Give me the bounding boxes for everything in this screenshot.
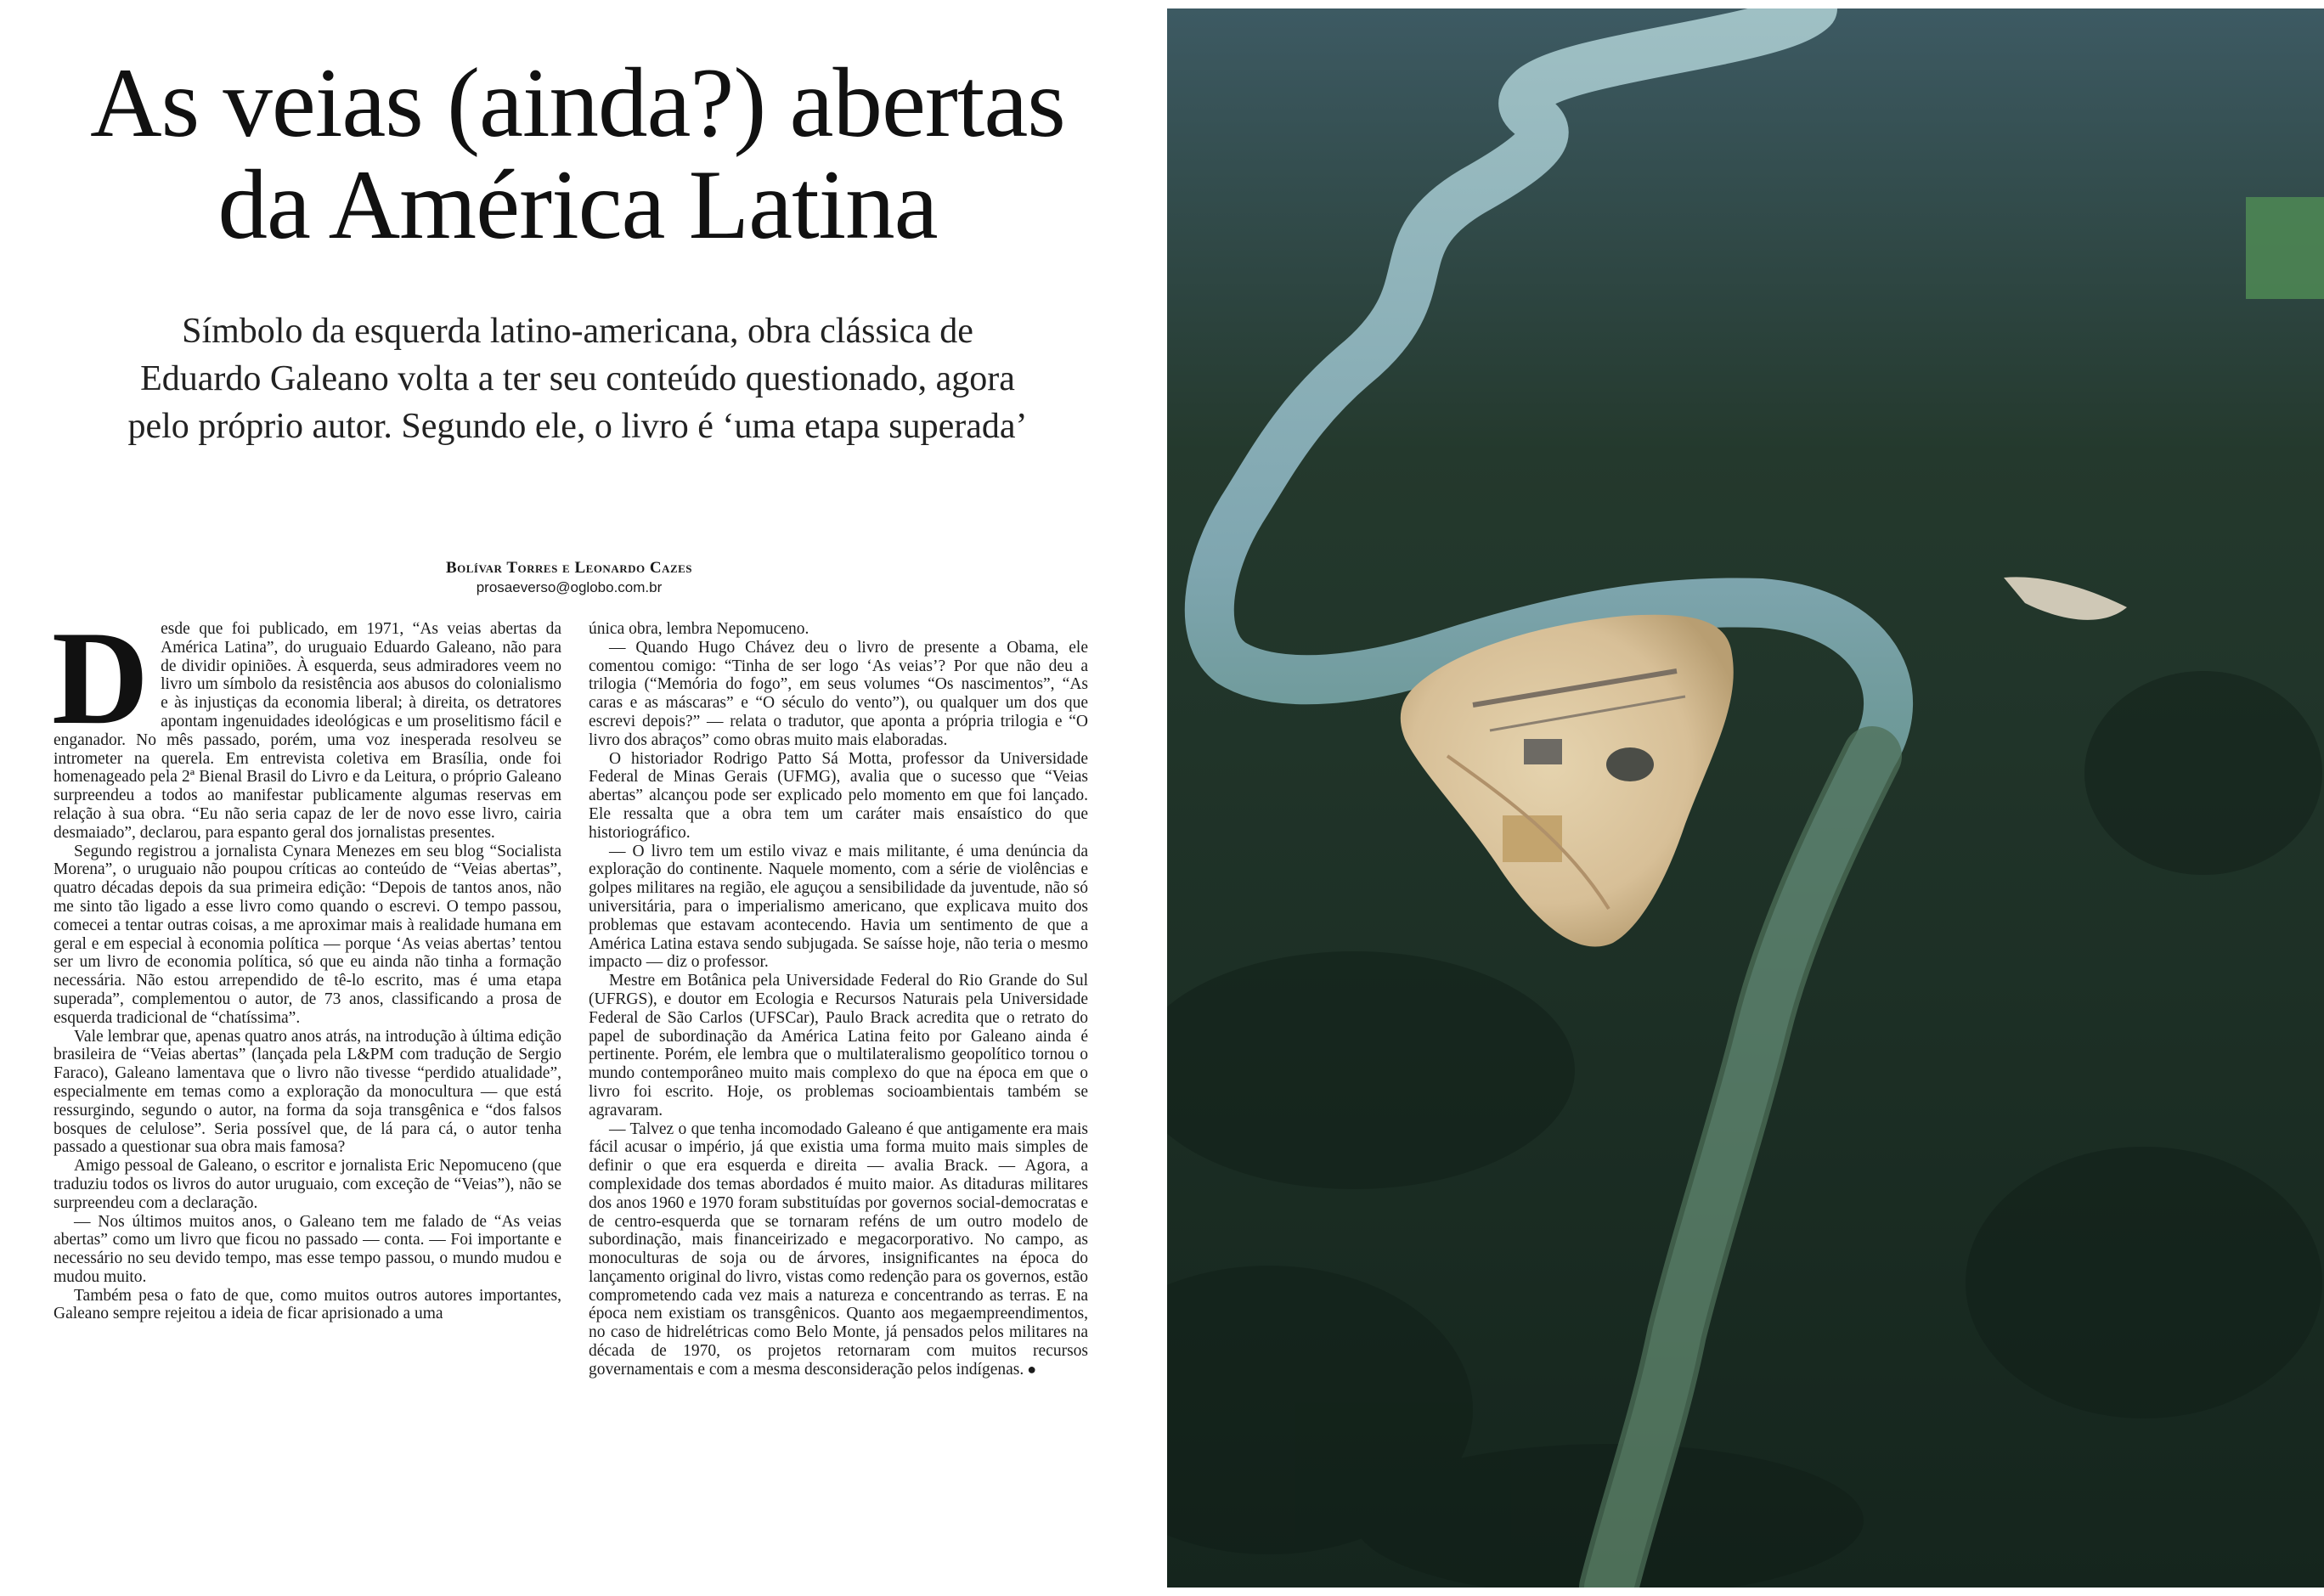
headline-line-2: da América Latina [217, 150, 938, 260]
article-column-1 [52, 604, 561, 1323]
paragraph [52, 604, 561, 843]
headline-line-1: As veias (ainda?) abertas [90, 48, 1065, 158]
byline [357, 559, 781, 596]
byline-email: prosaeverso@oglobo.com.br [476, 579, 663, 595]
drop-cap: D [52, 604, 149, 753]
paragraph: Amigo pessoal de Galeano, o escritor e jornalista Eric Nepomuceno (que traduziu todos os livros do autor uruguaio, com exceção de “Veias”), não se surpreendeu com a declaração. [54, 1157, 561, 1212]
headline [25, 48, 1130, 260]
byline-authors: Bolívar Torres e Leonardo Cazes [445, 559, 693, 577]
paragraph-text: — Talvez o que tenha incomodado Galeano é que antigamente era mais fácil acusar o império, já que existia uma forma muito mais simples de definir o que era esquerda e direita — avalia Brack. — Agora, a complexidade dos temas abordados é muito maior. As ditaduras militares dos anos 1960 e 1970 foram substituídas por governos social-democratas e de centro-esquerda que se tornaram reféns de um outro modelo de subordinação, mais financeirizado e megacorporativo. No campo, as monoculturas de soja ou de árvores, insignificantes na época do lançamento original do livro, vistas como redenção para os governos, estão comprometendo cada vez mais a natureza e concentrando as terras. E na época nem existiam os transgênicos. Quanto aos megaempreendimentos, no caso de hidrelétricas como Belo Monte, já pensados pelos militares na década de 1970, os projetos retornaram com muitos recursos governamentais e com a mesma desconsideração pelos indígenas. [589, 1119, 1088, 1379]
paragraph: Também pesa o fato de que, como muitos outros autores importantes, Galeano sempre rejeitou a ideia de ficar aprisionado a uma [54, 1286, 561, 1323]
aerial-photo [1167, 8, 2324, 1588]
paragraph: — O livro tem um estilo vivaz e mais militante, é uma denúncia da exploração do continente. Naquele momento, com a série de violências e golpes militares na região, ele aguçou a sensibilidade da juventude, não só universitária, para o imperialismo americano, que explicava muito dos problemas que estavam acontecendo. Havia um sentimento de que a América Latina estava sendo subjugada. Se saísse hoje, não teria o mesmo impacto — diz o professor. [589, 842, 1088, 972]
standfirst-line-3: pelo próprio autor. Segundo ele, o livro é ‘uma etapa superada’ [127, 407, 1028, 446]
aerial-photo-svg [1167, 8, 2324, 1588]
paragraph: O historiador Rodrigo Patto Sá Motta, professor da Universidade Federal de Minas Gerais (UFMG), avalia que o sucesso que “Veias abertas” alcançou pode ser explicado pelo momento em que foi lançado. Ele ressalta que a obra tem um caráter mais ensaístico do que historiográfico. [589, 749, 1088, 842]
paragraph: Vale lembrar que, apenas quatro anos atrás, na introdução à última edição brasileira de “Veias abertas” (lançada pela L&PM com tradução de Sergio Faraco), Galeano lamentava que o livro não tivesse “perdido atualidade”, especialmente em temas como a exploração da monocultura — que está ressurgindo, segundo o autor, na forma da soja transgênica e “dos falsos bosques de celulose”. Seria possível que, de lá para cá, o autor tenha passado a questionar sua obra mais famosa? [54, 1027, 561, 1157]
paragraph: Segundo registrou a jornalista Cynara Menezes em seu blog “Socialista Morena”, o uruguaio não poupou críticas ao conteúdo de “Veias abertas”, quatro décadas depois da sua primeira edição: “Depois de tantos anos, não me sinto tão ligado a esse livro como quando o escrevi. O tempo passou, comecei a tentar outras coisas, a me aproximar mais à realidade humana em geral e em especial à economia política — porque ‘As veias abertas’ tentou ser um livro de economia política, só que eu ainda não tinha a formação necessária. Não estou arrependido de tê-lo escrito, mas é uma etapa superada”, complementou o autor, de 73 anos, classificando a prosa de esquerda tradicional de “chatíssima”. [54, 842, 561, 1027]
paragraph: Mestre em Botânica pela Universidade Federal do Rio Grande do Sul (UFRGS), e doutor em Ecologia e Recursos Naturais pela Universidade Federal de São Carlos (UFSCar), Paulo Brack acredita que o retrato do papel de subordinação da América Latina feito por Galeano ainda é pertinente. Porém, ele lembra que o multilateralismo geopolítico tornou o mundo contemporâneo muito mais complexo do que na época em que o livro foi escrito. Hoje, os problemas socioambientais também se agravaram. [589, 972, 1088, 1119]
paragraph [589, 1120, 1088, 1379]
paragraph-text: esde que foi publicado, em 1971, “As veias abertas da América Latina”, do uruguaio Eduardo Galeano, não para de dividir opiniões. À esquerda, seus admiradores veem no livro um símbolo da resistência aos abusos do colonialismo e às injustiças da economia liberal; à direita, os detratores apontam ingenuidades ideológicas e um proselitismo fácil e enganador. No mês passado, porém, uma voz inesperada resolveu se intrometer na querela. Em entrevista coletiva em Brasília, onde foi homenageado pela 2ª Bienal Brasil do Livro e da Leitura, o próprio Galeano surpreendeu a todos ao manifestar publicamente algumas reservas em relação à sua obra. “Eu não seria capaz de ler de novo esse livro, cairia desmaiado”, declarou, para espanto geral dos jornalistas presentes. [54, 620, 561, 842]
standfirst-line-2: Eduardo Galeano volta a ter seu conteúdo questionado, agora [140, 359, 1015, 398]
standfirst-line-1: Símbolo da esquerda latino-americana, obra clássica de [182, 312, 973, 351]
paragraph: — Quando Hugo Chávez deu o livro de presente a Obama, ele comentou comigo: “Tinha de ser logo ‘As veias’? Por que não deu a trilogia (“Memória do fogo”, em seus volumes “Os nascimentos”, “As caras e as máscaras” e “O século do vento”), ou qualquer um dos que escrevi depois?” — relata o tradutor, que aponta a própria trilogia e “O livro dos abraços” como obras muito mais elaboradas. [589, 638, 1088, 749]
cleared-field [2246, 197, 2324, 299]
end-mark: ● [1027, 1360, 1037, 1378]
standfirst [68, 307, 1087, 450]
paragraph: — Nos últimos muitos anos, o Galeano tem me falado de “As veias abertas” como um livro que ficou no passado — conta. — Foi importante e necessário no seu devido tempo, mas esse tempo passou, o mundo mudou e mudou muito. [54, 1212, 561, 1286]
article-column-2 [589, 620, 1088, 1379]
paragraph: única obra, lembra Nepomuceno. [589, 620, 809, 638]
